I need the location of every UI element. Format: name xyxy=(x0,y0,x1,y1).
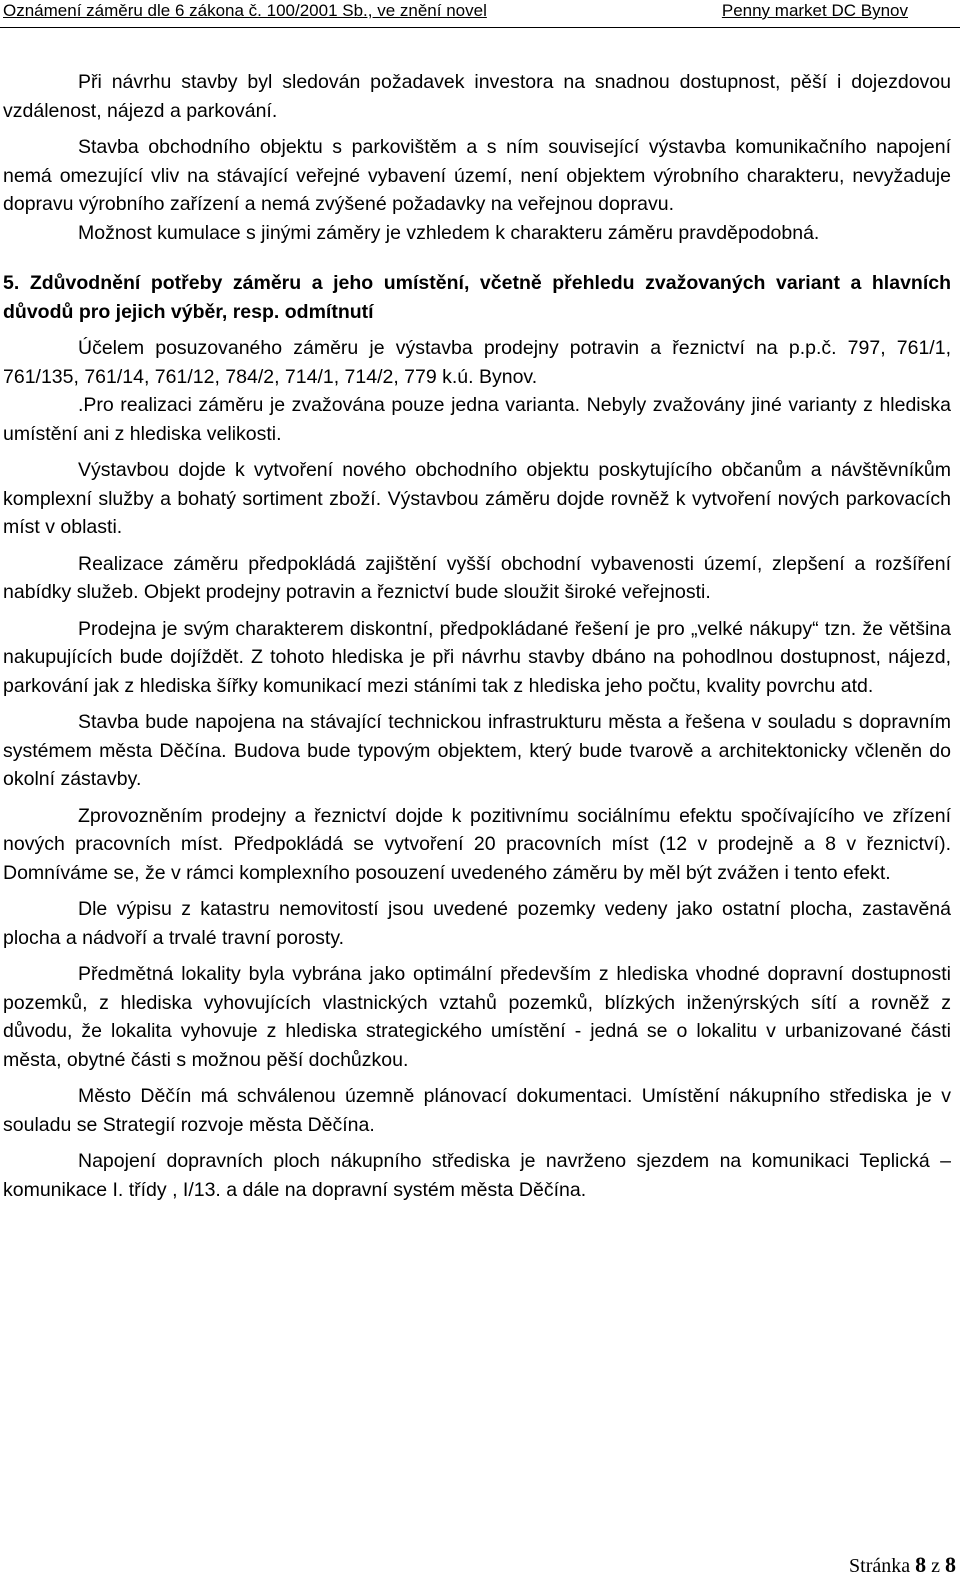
page-footer xyxy=(849,1552,956,1578)
section-5-heading-text: 5. Zdůvodnění potřeby záměru a jeho umístění, včetně přehledu zvažovaných variant a hlavních důvodů pro jejich výběr, resp. odmítnutí xyxy=(3,272,951,323)
paragraph-purpose: Účelem posuzovaného záměru je výstavba prodejny potravin a řeznictví na p.p.č. 797, 761/1, 761/135, 761/14, 761/12, 784/2, 714/1, 714/2, 779 k.ú. Bynov. xyxy=(3,337,951,388)
paragraph-variants: .Pro realizaci záměru je zvažována pouze jedna varianta. Nebyly zvažovány jiné varianty z hlediska umístění ani z hlediska velikosti. xyxy=(3,394,951,445)
paragraph-traffic-connection: Napojení dopravních ploch nákupního střediska je navrženo sjezdem na komunikaci Teplická – komunikace I. třídy , I/13. a dále na dopravní systém města Děčína. xyxy=(3,1150,951,1201)
section-5-heading xyxy=(3,269,951,326)
paragraph-planning: Město Děčín má schválenou územně plánovací dokumentaci. Umístění nákupního střediska je v souladu se Strategií rozvoje města Děčína. xyxy=(3,1085,951,1136)
page-header xyxy=(0,0,960,28)
footer-page-label: Stránka xyxy=(849,1555,911,1577)
header-project-name: Penny market DC Bynov xyxy=(721,1,908,20)
paragraph-location-choice: Předmětná lokality byla vybrána jako optimální především z hlediska vhodné dopravní dostupnosti pozemků, z hlediska vyhovujících vlastnických vztahů pozemků, blízkých inženýrských sítí a rovněž z důvodu, že lokalita vyhovuje z hlediska strategického umístění - jedná se o lokalitu v urbanizované části města, obytné části s možnou pěší dochůzkou. xyxy=(3,963,951,1071)
paragraph-cumulation: Možnost kumulace s jinými záměry je vzhledem k charakteru záměru pravděpodobná. xyxy=(78,221,820,244)
footer-separator: z xyxy=(931,1555,940,1577)
paragraph-access: Při návrhu stavby byl sledován požadavek investora na snadnou dostupnost, pěší i dojezdovou vzdálenost, nájezd a parkování. xyxy=(3,71,951,122)
paragraph-cadastre: Dle výpisu z katastru nemovitostí jsou uvedené pozemky vedeny jako ostatní plocha, zastavěná plocha a nádvoří a trvalé travní porosty. xyxy=(3,898,951,949)
document-body xyxy=(3,68,951,1212)
paragraph-benefits: Výstavbou dojde k vytvoření nového obchodního objektu poskytujícího občanům a návštěvníkům komplexní služby a bohatý sortiment zboží. Výstavbou záměru dojde rovněž k vytvoření nových parkovacích míst v oblasti. xyxy=(3,459,951,538)
paragraph-infrastructure: Stavba bude napojena na stávající technickou infrastrukturu města a řešena v souladu s dopravním systémem města Děčína. Budova bude typovým objektem, který bude tvarově a architektonicky včleněn do okolní zástavby. xyxy=(3,711,951,790)
paragraph-jobs: Zprovozněním prodejny a řeznictví dojde k pozitivnímu sociálnímu efektu spočívajícího ve zřízení nových pracovních míst. Předpokládá se vytvoření 20 pracovních míst (12 v prodejně a 8 v řeznictví). Domníváme se, že v rámci komplexního posouzení uvedeného záměru by měl být zvážen i tento efekt. xyxy=(3,804,951,884)
header-document-title: Oznámení záměru dle 6 zákona č. 100/2001 Sb., ve znění novel xyxy=(3,1,487,20)
paragraph-discount-store: Prodejna je svým charakterem diskontní, předpokládané řešení je pro „velké nákupy“ tzn. že většina nakupujících bude dojíždět. Z tohoto hlediska je při návrhu stavby dbáno na pohodlnou dostupnost, nájezd, parkování jak z hlediska šířky komunikací mezi stáními tak z hlediska jeho počtu, kvality povrchu atd. xyxy=(3,617,951,697)
paragraph-construction: Stavba obchodního objektu s parkovištěm a s ním související výstavba komunikačního napojení nemá omezující vliv na stávající veřejné vybavení území, není objektem výrobního charakteru, nevyžaduje dopravu výrobního zařízení a nemá zvýšené požadavky na veřejnou dopravu. xyxy=(3,136,951,215)
footer-page-total: 8 xyxy=(945,1552,956,1577)
paragraph-realization: Realizace záměru předpokládá zajištění vyšší obchodní vybavenosti území, zlepšení a rozšíření nabídky služeb. Objekt prodejny potravin a řeznictví bude sloužit široké veřejnosti. xyxy=(3,552,951,603)
footer-page-number: 8 xyxy=(915,1552,927,1577)
